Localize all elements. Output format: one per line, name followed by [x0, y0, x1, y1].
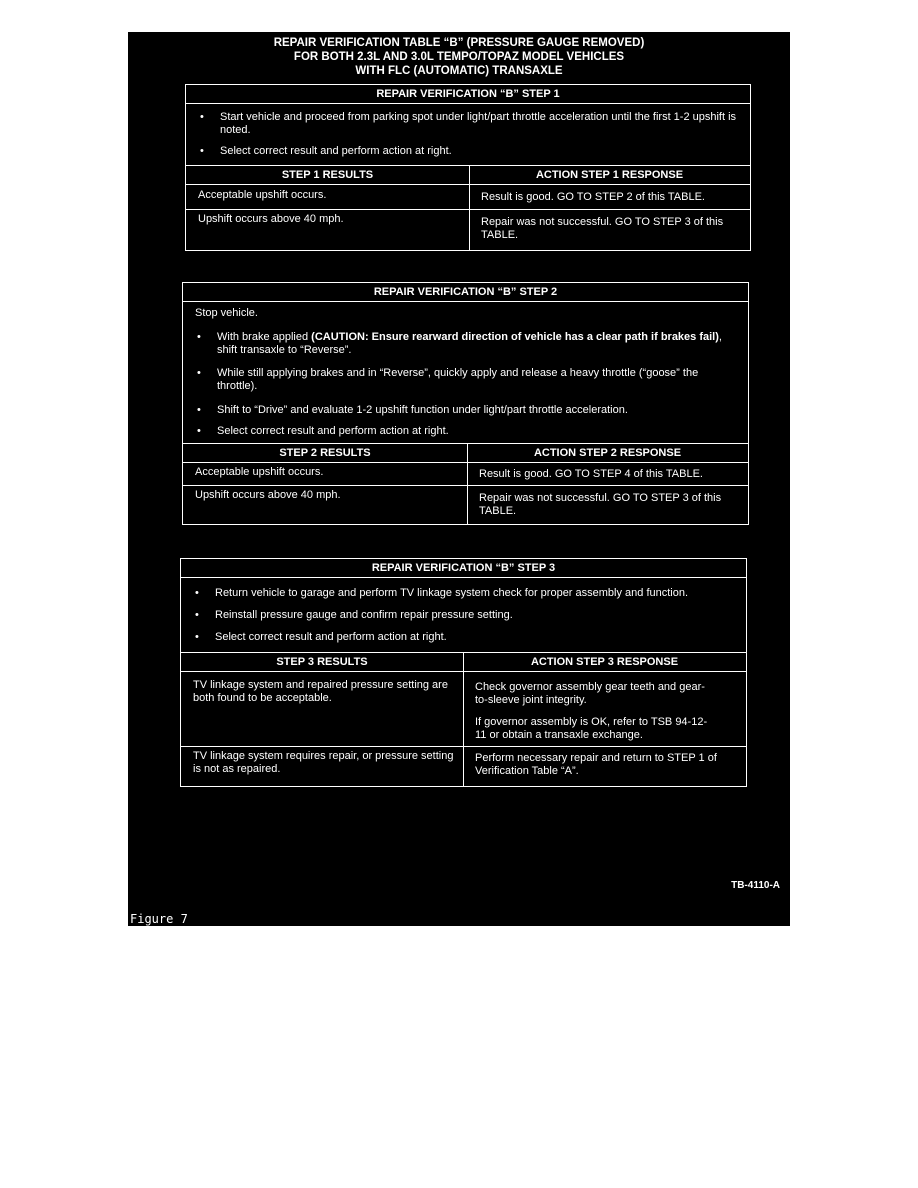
step1-heading: REPAIR VERIFICATION “B” STEP 1 — [186, 85, 750, 104]
step2-result-1: Acceptable upshift occurs. — [195, 466, 324, 478]
step2-bullet: • With brake applied (CAUTION: Ensure rearward direction of vehicle has a clear path if brakes fail), shift transaxle to “Reverse”. — [197, 331, 722, 356]
row-divider — [186, 209, 750, 210]
bullet-icon: • — [195, 609, 199, 621]
step3-bullet: • Return vehicle to garage and perform TV linkage system check for proper assembly and function. — [195, 587, 689, 599]
figure-label: Figure 7 — [130, 912, 188, 926]
step1-table — [185, 84, 751, 251]
step2-table — [182, 282, 749, 525]
title-line-2: FOR BOTH 2.3L AND 3.0L TEMPO/TOPAZ MODEL VEHICLES — [293, 51, 625, 63]
bulletin-code: TB-4110-A — [731, 880, 780, 891]
step1-action-2: Repair was not successful. GO TO STEP 3 of this TABLE. — [481, 216, 724, 241]
step1-bullet: • Start vehicle and proceed from parking spot under light/part throttle acceleration until the first 1-2 upshift is noted. — [200, 111, 737, 136]
step3-heading: REPAIR VERIFICATION “B” STEP 3 — [181, 559, 746, 578]
step3-result-1: TV linkage system and repaired pressure setting are both found to be acceptable. — [193, 679, 448, 704]
step2-result-2: Upshift occurs above 40 mph. — [195, 489, 341, 501]
step1-column-headers — [186, 165, 750, 185]
main-title — [128, 36, 790, 78]
bullet-icon: • — [200, 145, 204, 157]
step1-results-header: STEP 1 RESULTS — [281, 169, 374, 181]
column-divider — [463, 652, 464, 786]
row-divider — [183, 485, 748, 486]
step3-results-header: STEP 3 RESULTS — [276, 656, 368, 668]
bullet-icon: • — [197, 425, 201, 437]
step3-action-1-note: If governor assembly is OK, refer to TSB 94-12-11 or obtain a transaxle exchange. — [475, 716, 708, 741]
step1-result-1: Acceptable upshift occurs. — [198, 189, 327, 201]
bullet-icon: • — [195, 631, 199, 643]
step2-lead: Stop vehicle. — [195, 307, 258, 319]
step2-heading: REPAIR VERIFICATION “B” STEP 2 — [183, 283, 748, 302]
step3-table — [180, 558, 747, 787]
step2-bullet: • Shift to “Drive” and evaluate 1-2 upshift function under light/part throttle acceleration. — [197, 404, 628, 416]
step2-bullet: • Select correct result and perform action at right. — [197, 425, 449, 437]
caution-text: (CAUTION: Ensure rearward direction of vehicle has a clear path if brakes fail) — [311, 331, 719, 343]
bullet-icon: • — [200, 111, 204, 123]
bullet-icon: • — [197, 331, 201, 343]
title-line-1: REPAIR VERIFICATION TABLE “B” (PRESSURE GAUGE REMOVED) — [273, 37, 645, 49]
title-line-3: WITH FLC (AUTOMATIC) TRANSAXLE — [355, 65, 563, 77]
column-divider — [469, 165, 470, 250]
step2-results-header: STEP 2 RESULTS — [279, 447, 371, 459]
step3-action-1: Check governor assembly gear teeth and gear-to-sleeve joint integrity. — [475, 681, 705, 706]
step2-action-header: ACTION STEP 2 RESPONSE — [533, 447, 682, 459]
step2-action-1: Result is good. GO TO STEP 4 of this TABLE. — [479, 468, 703, 480]
step3-action-header: ACTION STEP 3 RESPONSE — [530, 656, 679, 668]
column-divider — [467, 443, 468, 524]
step3-bullet: • Select correct result and perform action at right. — [195, 631, 447, 643]
step3-result-2: TV linkage system requires repair, or pressure setting is not as repaired. — [193, 750, 454, 775]
step2-bullet: • While still applying brakes and in “Reverse”, quickly apply and release a heavy throttle (“goose” the throttle). — [197, 367, 699, 392]
row-divider — [181, 746, 746, 747]
step1-action-1: Result is good. GO TO STEP 2 of this TABLE. — [481, 191, 705, 203]
step1-bullet: • Select correct result and perform action at right. — [200, 145, 452, 157]
figure-image — [128, 32, 790, 926]
step2-column-headers — [183, 443, 748, 463]
step3-action-2: Perform necessary repair and return to STEP 1 of Verification Table “A”. — [475, 752, 717, 777]
step2-action-2: Repair was not successful. GO TO STEP 3 of this TABLE. — [479, 492, 722, 517]
step1-action-header: ACTION STEP 1 RESPONSE — [535, 169, 684, 181]
step1-result-2: Upshift occurs above 40 mph. — [198, 213, 344, 225]
bullet-icon: • — [195, 587, 199, 599]
bullet-icon: • — [197, 367, 201, 379]
step3-bullet: • Reinstall pressure gauge and confirm repair pressure setting. — [195, 609, 513, 621]
bullet-icon: • — [197, 404, 201, 416]
